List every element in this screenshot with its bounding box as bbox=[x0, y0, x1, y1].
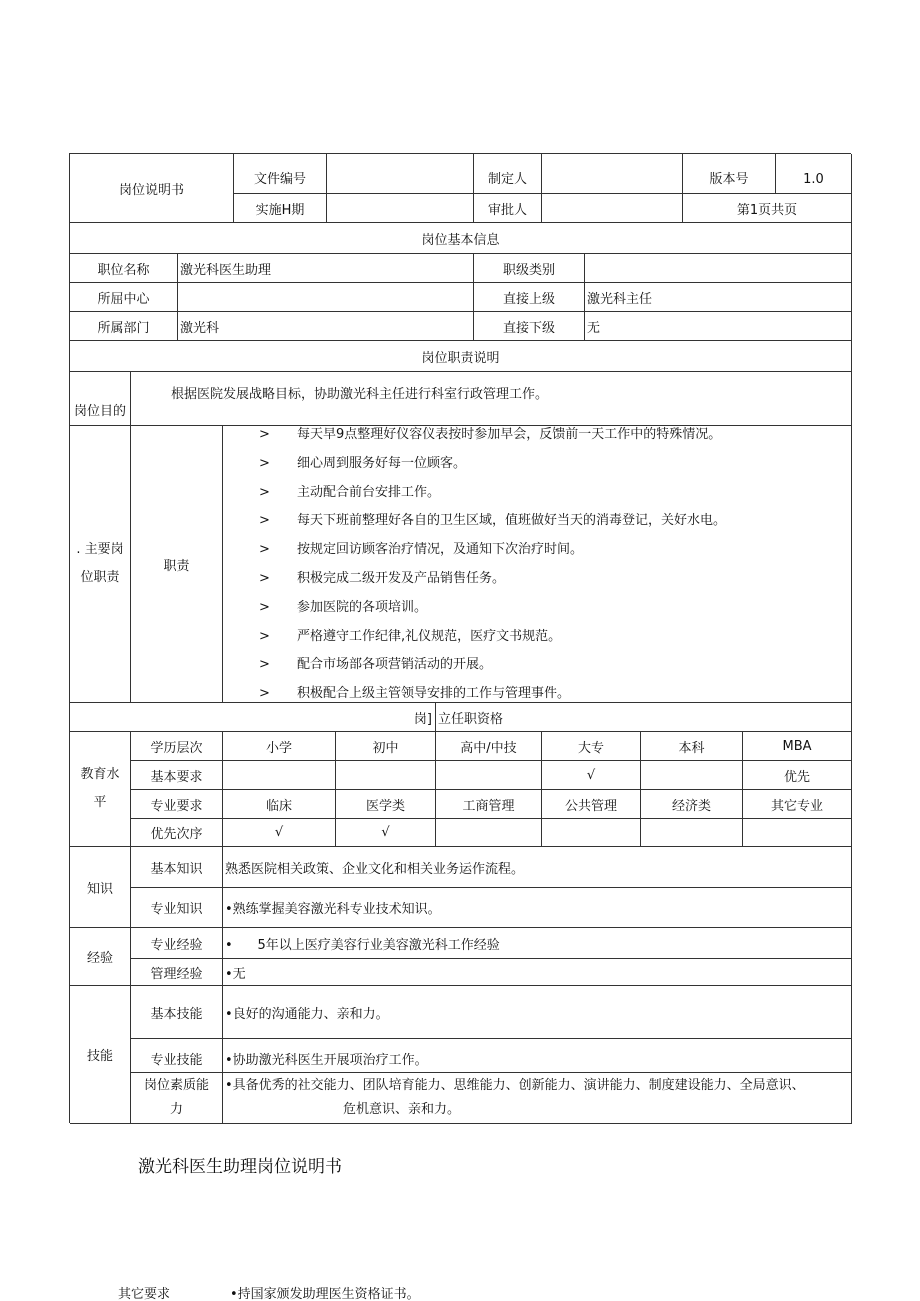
position-label: 职位名称 bbox=[70, 254, 178, 283]
purpose-label: 岗位目的 bbox=[70, 372, 131, 426]
center-label: 所屈中心 bbox=[70, 283, 178, 312]
quality-label bbox=[131, 1073, 223, 1124]
edu-cell: 其它专业 bbox=[743, 790, 852, 819]
grade-value bbox=[585, 254, 852, 283]
bullet-chevron-icon: > bbox=[259, 657, 270, 673]
duty-text: 每天下班前整理好各自的卫生区域，值班做好当天的消毒登记，关好水电。 bbox=[297, 513, 727, 529]
duty-text: 严格遵守工作纪律,礼仪规范，医疗文书规范。 bbox=[297, 628, 562, 644]
bullet-chevron-icon: > bbox=[259, 513, 270, 529]
edu-cell bbox=[743, 819, 852, 847]
qual-heading-a: 岗] bbox=[70, 703, 436, 732]
bullet-chevron-icon: > bbox=[259, 686, 270, 702]
center-value bbox=[178, 283, 474, 312]
doc-no-label: 文件编号 bbox=[234, 154, 327, 194]
duty-text: 主动配合前台安排工作。 bbox=[297, 484, 441, 500]
other-req-value: •持国家颁发助理医生资格证书。 bbox=[230, 1287, 420, 1301]
basic-knowledge-label: 基本知识 bbox=[131, 847, 223, 888]
duty-item bbox=[259, 596, 427, 615]
duty-text: 配合市场部各项营销活动的开展。 bbox=[297, 657, 493, 673]
edu-cell: √ bbox=[542, 761, 641, 790]
duty-item bbox=[259, 538, 583, 557]
duty-item bbox=[259, 481, 440, 500]
pro-skill-label: 专业技能 bbox=[131, 1039, 223, 1073]
edu-row-label: 基本要求 bbox=[131, 761, 223, 790]
duty-text: 积极完成二级开发及产品销售任务。 bbox=[297, 571, 506, 586]
job-description-table bbox=[69, 153, 851, 1123]
edu-row-label: 专业要求 bbox=[131, 790, 223, 819]
edu-cell: 工商管理 bbox=[436, 790, 542, 819]
doc-no-value bbox=[327, 154, 474, 194]
author-value bbox=[542, 154, 683, 194]
pro-exp-value: • 5年以上医疗美容行业美容激光科工作经验 bbox=[223, 928, 852, 959]
duty-item bbox=[259, 452, 466, 471]
position-value: 激光科医生助理 bbox=[178, 254, 474, 283]
quality-line2: 危机意识、亲和力。 bbox=[343, 1102, 461, 1117]
date-label: 实施H期 bbox=[234, 194, 327, 223]
duties-heading: 岗位职责说明 bbox=[70, 341, 852, 372]
grade-label: 职级类别 bbox=[474, 254, 585, 283]
doc-title: 岗位说明书 bbox=[70, 154, 234, 223]
duty-text: 按规定回访顾客治疗情况，及通知下次治疗时间。 bbox=[297, 542, 584, 558]
edu-cell: 医学类 bbox=[336, 790, 436, 819]
duty-text: 参加医院的各项培训。 bbox=[297, 599, 428, 615]
bullet-chevron-icon: > bbox=[259, 628, 270, 644]
edu-cell: √ bbox=[336, 819, 436, 847]
pro-skill-value: •协助激光科医生开展项治疗工作。 bbox=[223, 1039, 852, 1073]
bullet-chevron-icon: > bbox=[259, 427, 270, 442]
edu-cell bbox=[223, 761, 336, 790]
edu-label-line2: 平 bbox=[93, 795, 107, 810]
edu-cell: MBA bbox=[743, 732, 852, 761]
edu-cell: 小学 bbox=[223, 732, 336, 761]
edu-cell: √ bbox=[223, 819, 336, 847]
purpose-value: 根据医院发展战略目标，协助激光科主任进行科室行政管理工作。 bbox=[131, 372, 852, 426]
quality-label-line1: 岗位素质能 bbox=[143, 1078, 209, 1093]
duty-item bbox=[259, 567, 505, 586]
basic-info-heading: 岗位基本信息 bbox=[70, 223, 852, 254]
superior-label: 直接上级 bbox=[474, 283, 585, 312]
pro-exp-label: 专业经验 bbox=[131, 928, 223, 959]
main-duties-label-line2: 位职责 bbox=[80, 570, 120, 585]
approver-label: 审批人 bbox=[474, 194, 542, 223]
date-value bbox=[327, 194, 474, 223]
version-value: 1.0 bbox=[776, 154, 852, 194]
edu-cell: 初中 bbox=[336, 732, 436, 761]
edu-cell: 经济类 bbox=[641, 790, 743, 819]
edu-label-line1: 教育水 bbox=[80, 767, 120, 782]
basic-skill-label: 基本技能 bbox=[131, 986, 223, 1039]
edu-cell: 高中/中技 bbox=[436, 732, 542, 761]
mgmt-exp-label: 管理经验 bbox=[131, 959, 223, 986]
basic-skill-value: •良好的沟通能力、亲和力。 bbox=[223, 986, 852, 1039]
duty-text: 积极配合上级主管领导安排的工作与管理事件。 bbox=[297, 686, 571, 702]
pro-knowledge-label: 专业知识 bbox=[131, 888, 223, 928]
edu-cell: 本科 bbox=[641, 732, 743, 761]
exp-label: 经验 bbox=[70, 928, 131, 986]
skill-label: 技能 bbox=[70, 986, 131, 1124]
bullet-chevron-icon: > bbox=[259, 571, 270, 586]
duty-text: 每天早9点整理好仪容仪表按时参加早会，反馈前一天工作中的特殊情况。 bbox=[297, 427, 722, 442]
dept-value: 激光科 bbox=[178, 312, 474, 341]
superior-value: 激光科主任 bbox=[585, 283, 852, 312]
edu-cell bbox=[436, 761, 542, 790]
edu-row-label: 学历层次 bbox=[131, 732, 223, 761]
quality-value bbox=[223, 1073, 852, 1124]
page-number: 第1页共页 bbox=[683, 194, 852, 223]
subordinate-value: 无 bbox=[585, 312, 852, 341]
mgmt-exp-value: •无 bbox=[223, 959, 852, 986]
duties-col-label: 职责 bbox=[131, 426, 223, 703]
author-label: 制定人 bbox=[474, 154, 542, 194]
bullet-chevron-icon: > bbox=[259, 484, 270, 500]
basic-knowledge-value: 熟悉医院相关政策、企业文化和相关业务运作流程。 bbox=[223, 847, 852, 888]
footer-title: 激光科医生助理岗位说明书 bbox=[138, 1157, 342, 1177]
other-req-label: 其它要求 bbox=[118, 1287, 171, 1301]
edu-cell bbox=[436, 819, 542, 847]
main-duties-label bbox=[70, 426, 131, 703]
knowledge-label: 知识 bbox=[70, 847, 131, 928]
edu-cell bbox=[336, 761, 436, 790]
qual-heading-b: 立任职资格 bbox=[436, 703, 852, 732]
quality-label-line2: 力 bbox=[169, 1102, 183, 1117]
duty-item bbox=[259, 682, 570, 701]
bullet-chevron-icon: > bbox=[259, 455, 270, 471]
duty-text: 细心周到服务好每一位顾客。 bbox=[297, 455, 467, 471]
edu-label bbox=[70, 732, 131, 847]
duty-item bbox=[259, 509, 726, 528]
duty-item bbox=[259, 625, 561, 644]
edu-cell: 公共管理 bbox=[542, 790, 641, 819]
version-label: 版本号 bbox=[683, 154, 776, 194]
subordinate-label: 直接下级 bbox=[474, 312, 585, 341]
bullet-chevron-icon: > bbox=[259, 599, 270, 615]
approver-value bbox=[542, 194, 683, 223]
main-duties-label-line1: . 主要岗 bbox=[76, 542, 124, 557]
duties-list bbox=[223, 426, 852, 703]
edu-cell bbox=[641, 761, 743, 790]
edu-cell: 优先 bbox=[743, 761, 852, 790]
edu-cell bbox=[542, 819, 641, 847]
bullet-chevron-icon: > bbox=[259, 542, 270, 558]
edu-row-label: 优先次序 bbox=[131, 819, 223, 847]
duty-item bbox=[259, 653, 492, 672]
pro-knowledge-value: •熟练掌握美容激光科专业技术知识。 bbox=[223, 888, 852, 928]
edu-cell: 临床 bbox=[223, 790, 336, 819]
edu-cell: 大专 bbox=[542, 732, 641, 761]
edu-cell bbox=[641, 819, 743, 847]
duty-item bbox=[259, 423, 721, 442]
dept-label: 所属部门 bbox=[70, 312, 178, 341]
quality-line1: •具备优秀的社交能力、团队培育能力、思维能力、创新能力、演讲能力、制度建设能力、全局意识、 bbox=[225, 1078, 805, 1093]
